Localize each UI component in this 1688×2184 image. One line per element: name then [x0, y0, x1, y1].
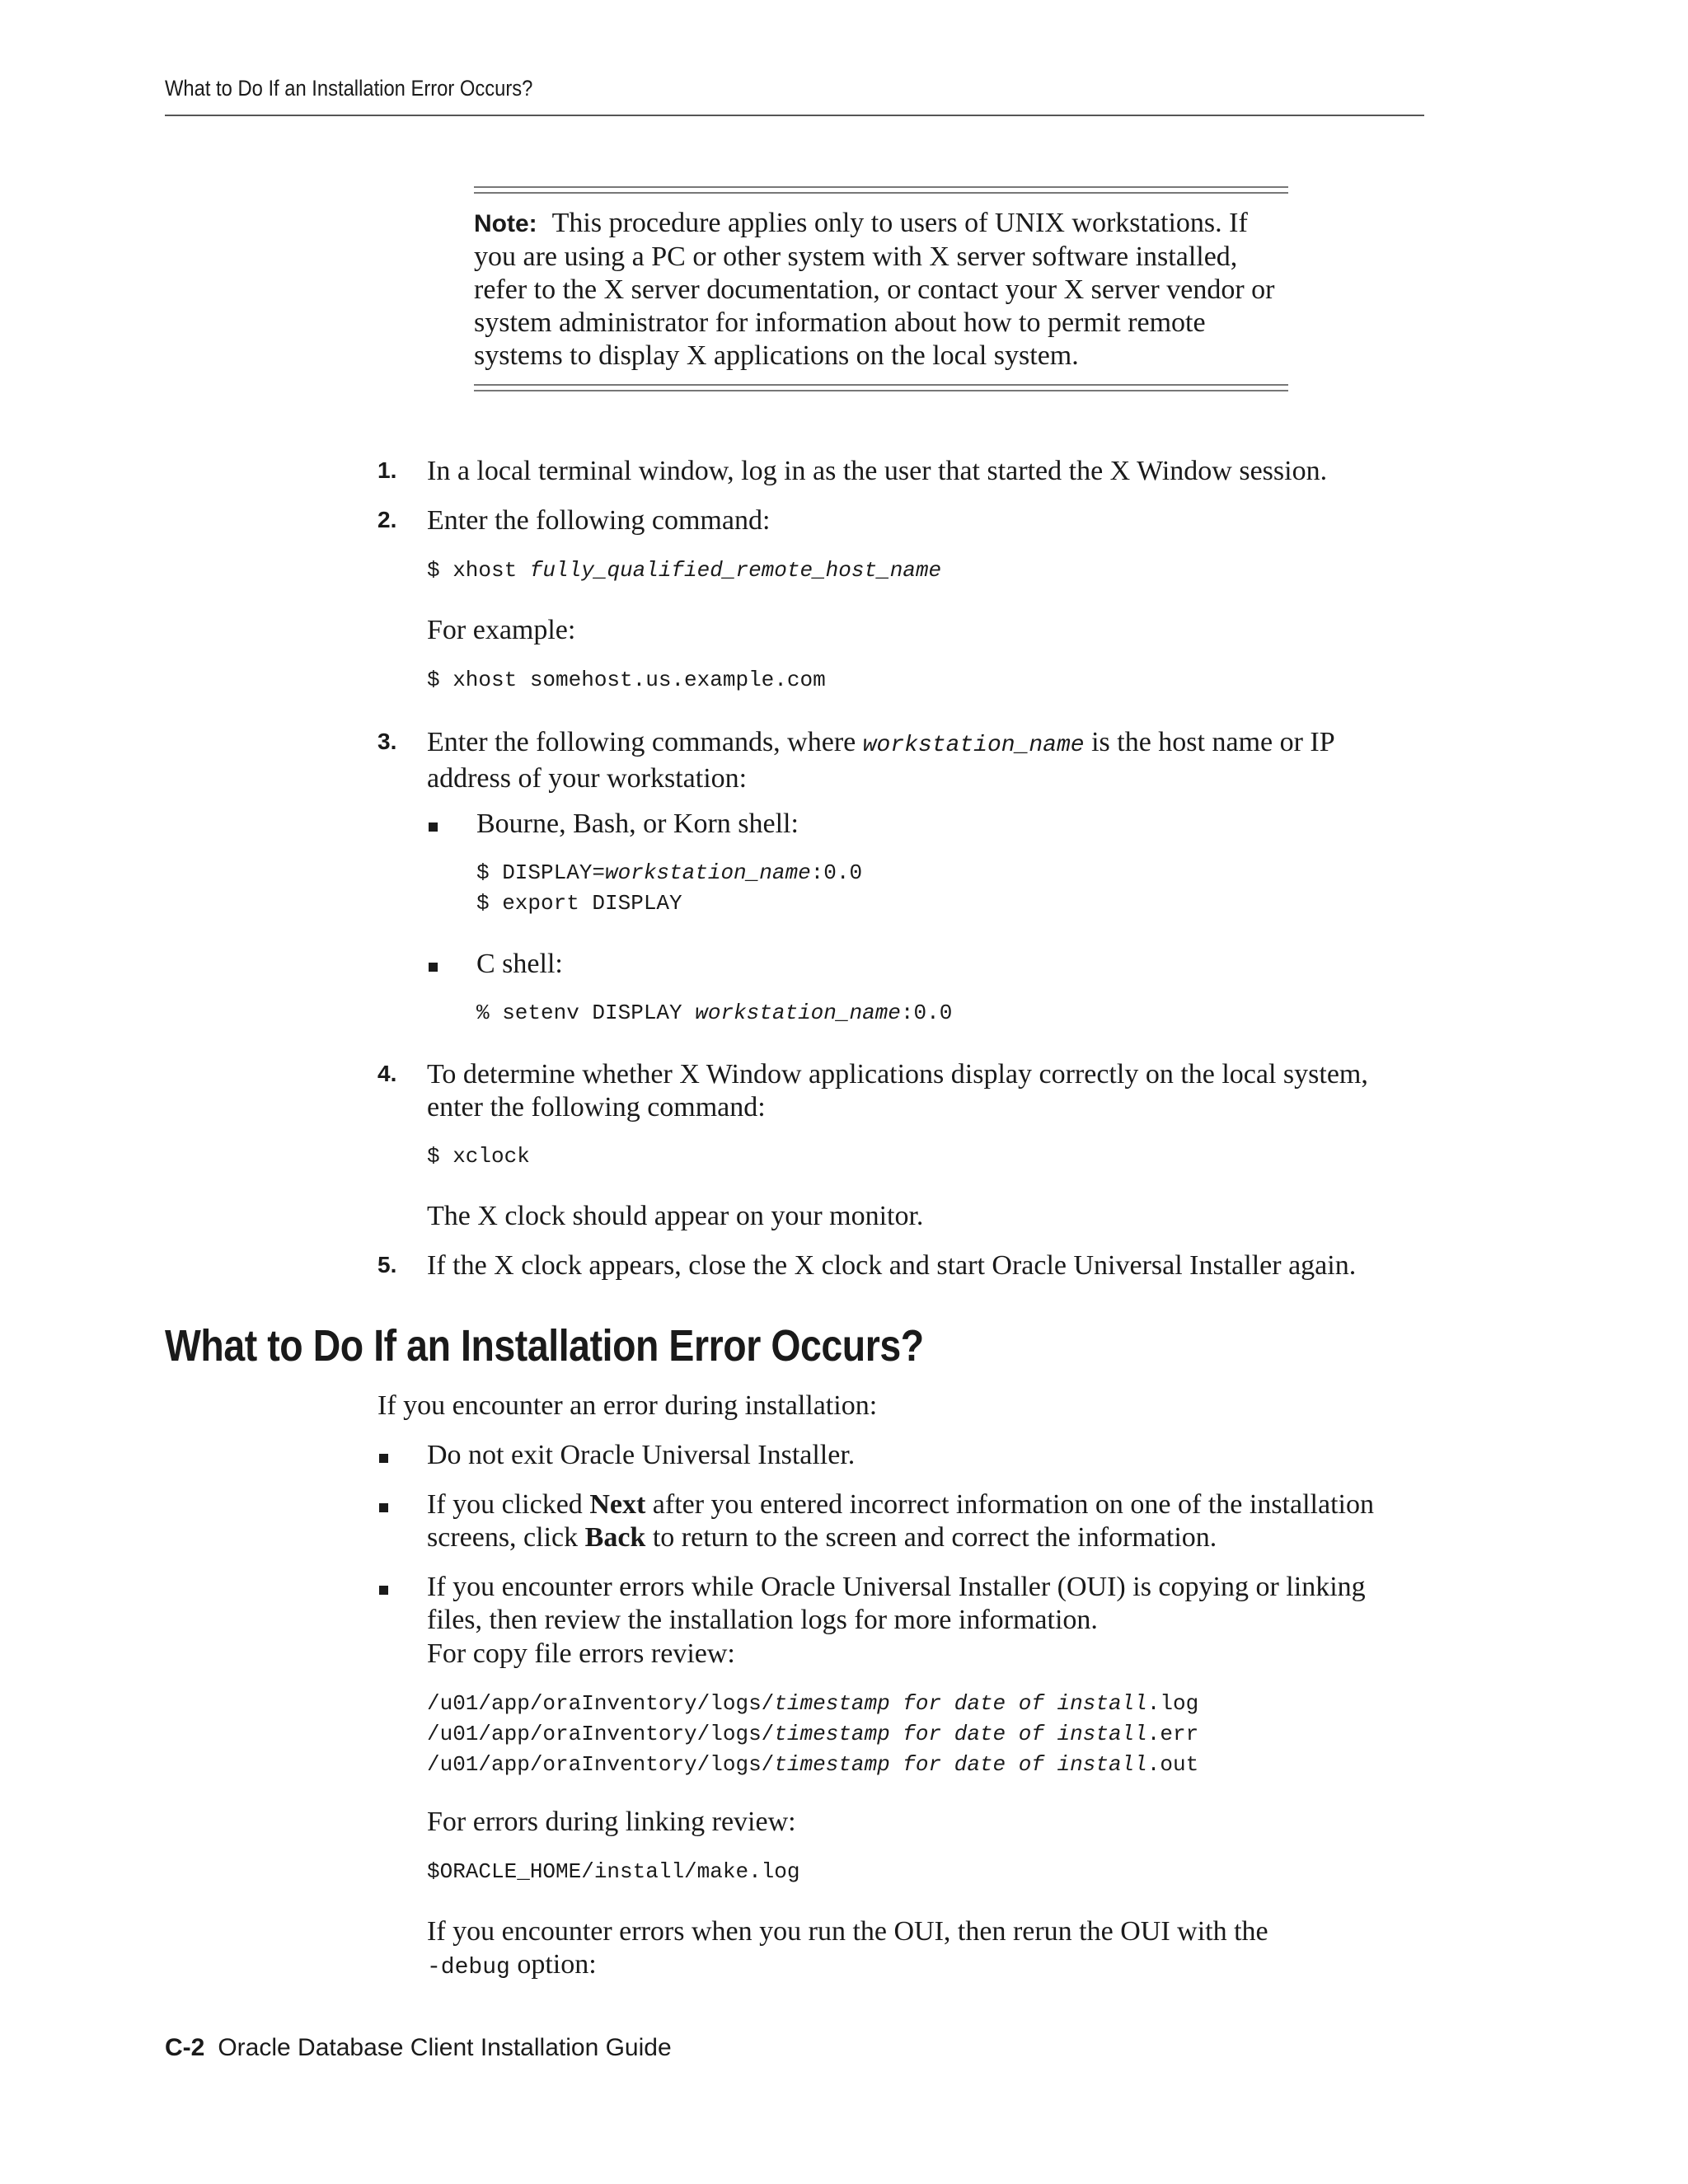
step-4-text: To determine whether X Window applications display correctly on the local system, enter the following command:	[427, 1059, 1368, 1122]
bourne-command-1	[476, 858, 862, 888]
step-2-number: 2.	[377, 507, 397, 532]
step-4-command: $ xclock	[427, 1144, 530, 1169]
log-path-2	[427, 1719, 1198, 1750]
bullet-icon	[379, 1586, 388, 1595]
step-3-text-b: is the host name or IP address of your workstation:	[427, 727, 1334, 794]
note-box	[474, 186, 1288, 391]
bourne-label: Bourne, Bash, or Korn shell:	[476, 808, 799, 839]
footer-title: Oracle Database Client Installation Guide	[218, 2034, 672, 2061]
step-2-example-label: For example:	[427, 615, 576, 645]
cshell-command	[476, 998, 952, 1029]
text-run: If you encounter errors when you run the OUI, then rerun the OUI with the	[427, 1916, 1268, 1947]
cmd-text: :0.0	[810, 860, 863, 885]
note-body: This procedure applies only to users of UNIX workstations. If you are using a PC or other system with X server software installed, refer to the X server documentation, or contact your X server vendor or system administrator for information about how to permit remote systems to display X applications on the local system.	[474, 208, 1275, 371]
link-errors-label: For errors during linking review:	[427, 1807, 796, 1837]
running-header: What to Do If an Installation Error Occurs?	[165, 76, 533, 101]
debug-text	[427, 1915, 1400, 1985]
cmd-variable: fully_qualified_remote_host_name	[529, 558, 942, 583]
bullet-icon	[429, 823, 438, 832]
bullet-icon	[379, 1454, 388, 1463]
cmd-text: $ xhost	[427, 558, 530, 583]
step-1-text: In a local terminal window, log in as the user that started the X Window session.	[427, 456, 1328, 486]
path-text: .log	[1146, 1691, 1199, 1716]
log-path-1	[427, 1689, 1198, 1719]
footer-page-number: C-2	[165, 2034, 205, 2061]
footer	[165, 2034, 672, 2062]
cmd-text: $ DISPLAY=	[476, 860, 606, 885]
path-text: /u01/app/oraInventory/logs/	[427, 1691, 775, 1716]
log-path-3	[427, 1750, 1198, 1780]
step-2-command	[427, 555, 941, 586]
step-3-text-a: Enter the following commands, where	[427, 727, 863, 757]
back-term: Back	[584, 1522, 646, 1553]
make-log-path: $ORACLE_HOME/install/make.log	[427, 1859, 800, 1884]
section-heading: What to Do If an Installation Error Occurs?	[165, 1321, 924, 1371]
note-top-rule	[474, 186, 1288, 194]
bullet-3-text: If you encounter errors while Oracle Universal Installer (OUI) is copying or linking files, then review the installation logs for more information.	[427, 1572, 1366, 1635]
path-variable: timestamp for date of install	[774, 1752, 1147, 1777]
text-run: option:	[509, 1949, 597, 1980]
step-3-number: 3.	[377, 729, 397, 754]
path-text: .out	[1146, 1752, 1199, 1777]
step-4-number: 4.	[377, 1061, 397, 1086]
note-text	[474, 194, 1288, 384]
step-5-text: If the X clock appears, close the X clock and start Oracle Universal Installer again.	[427, 1250, 1357, 1281]
next-term: Next	[589, 1489, 646, 1520]
bullet-2-text	[427, 1488, 1449, 1554]
cmd-variable: workstation_name	[605, 860, 811, 885]
path-text: /u01/app/oraInventory/logs/	[427, 1752, 775, 1777]
debug-option: -debug	[427, 1955, 510, 1980]
copy-errors-label: For copy file errors review:	[427, 1638, 735, 1669]
bullet-1-text: Do not exit Oracle Universal Installer.	[427, 1440, 856, 1470]
cmd-text: % setenv DISPLAY	[476, 1001, 696, 1025]
cshell-label: C shell:	[476, 949, 563, 979]
step-5-number: 5.	[377, 1252, 397, 1277]
step-1-number: 1.	[377, 457, 397, 483]
bullet-icon	[379, 1503, 388, 1512]
path-variable: timestamp for date of install	[774, 1691, 1147, 1716]
text-run: If you clicked	[427, 1489, 590, 1520]
step-2-example-command: $ xhost somehost.us.example.com	[427, 668, 826, 692]
step-3-text	[427, 726, 1416, 795]
path-text: /u01/app/oraInventory/logs/	[427, 1722, 775, 1746]
section-intro: If you encounter an error during installation:	[377, 1390, 878, 1421]
step-2-text: Enter the following command:	[427, 505, 771, 536]
cmd-text: :0.0	[900, 1001, 953, 1025]
header-rule	[165, 115, 1424, 116]
note-label: Note:	[474, 210, 537, 237]
path-text: .err	[1146, 1722, 1199, 1746]
path-variable: timestamp for date of install	[774, 1722, 1147, 1746]
text-run: after you entered incorrect information on one of the installation screens, click	[427, 1489, 1374, 1553]
cmd-variable: workstation_name	[695, 1001, 901, 1025]
bullet-icon	[429, 963, 438, 972]
step-4-after: The X clock should appear on your monitor.	[427, 1201, 924, 1231]
note-bottom-rule	[474, 384, 1288, 391]
bourne-command-2: $ export DISPLAY	[476, 891, 682, 916]
step-3-variable: workstation_name	[862, 733, 1085, 758]
text-run: to return to the screen and correct the information.	[645, 1522, 1217, 1553]
